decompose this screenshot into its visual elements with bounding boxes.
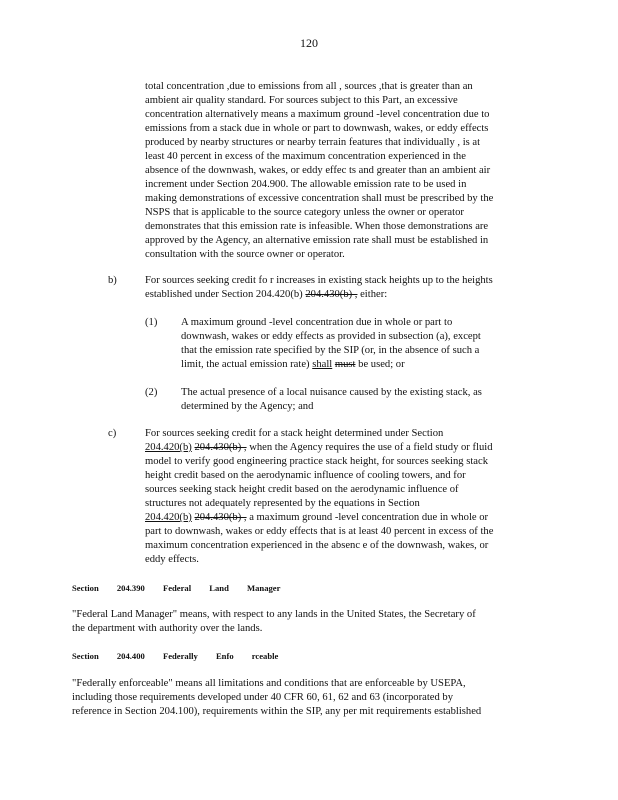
text-line: determined by the Agency; and (181, 401, 314, 412)
text-span: limit, the actual emission rate) (181, 359, 313, 370)
text-line: For sources seeking credit for a stack height determined under Section (145, 428, 444, 439)
text-span: established under Section 204.420(b) (145, 289, 303, 300)
text-line: part to downwash, wakes or eddy effects that is at least 40 percent in excess of the (145, 526, 494, 537)
item-label: b) (108, 275, 117, 286)
text-line: maximum concentration experienced in the absenc e of the downwash, wakes, or (145, 540, 489, 551)
section-heading: Section 204.400 Federally Enfo rceable (72, 651, 279, 661)
text-line: The actual presence of a local nuisance caused by the existing stack, as (181, 387, 482, 398)
text-line: eddy effects. (145, 554, 199, 565)
text-line: "Federal Land Manager" means, with respect to any lands in the United States, the Secretary of (72, 609, 476, 620)
subitem-label: (1) (145, 317, 158, 328)
subitem-label: (2) (145, 387, 158, 398)
text-span: be used; or (355, 359, 405, 370)
text-line: consultation with the source owner or operator. (145, 249, 345, 260)
text-line: absence of the downwash, wakes, or eddy effec ts and greater than an ambient air (145, 165, 491, 176)
text-line: emissions from a stack due in whole or part to downwash, wakes, or eddy effects (145, 123, 489, 134)
text-line: least 40 percent in excess of the maximum concentration experienced in the (145, 151, 466, 162)
text-line: reference in Section 204.100), requirements within the SIP, any per mit requirements established (72, 706, 482, 717)
page-number: 120 (300, 36, 318, 50)
text-line: including those requirements developed under 40 CFR 60, 61, 62 and 63 (incorporated by (72, 692, 454, 703)
text-line (145, 441, 493, 455)
text-line: making demonstrations of excessive concentration shall must be prescribed by the (145, 193, 494, 204)
text-line: the department with authority over the lands. (72, 623, 263, 634)
text-line: For sources seeking credit fo r increases in existing stack heights up to the heights (145, 275, 493, 286)
text-line: A maximum ground -level concentration due in whole or part to (181, 317, 453, 328)
text-line (145, 288, 387, 302)
text-line: ambient air quality standard. For sources subject to this Part, an excessive (145, 95, 458, 106)
item-label: c) (108, 428, 117, 439)
text-line: model to verify good engineering practice stack height, for sources seeking stack (145, 456, 489, 467)
text-line: approved by the Agency, an alternative emission rate shall must be established in (145, 235, 489, 246)
section-heading: Section 204.390 Federal Land Manager (72, 583, 281, 593)
text-line: produced by nearby structures or nearby terrain features that individually , is at (145, 137, 481, 148)
text-span: a maximum ground -level concentration due in whole or (246, 512, 489, 523)
underlined-text: 204.420(b) (145, 442, 192, 453)
text-line: that the emission rate specified by the SIP (or, in the absence of such a (181, 345, 480, 356)
text-span: when the Agency requires the use of a field study or fluid (246, 442, 493, 453)
text-line: demonstrates that this emission rate is infeasible. When those demonstrations are (145, 221, 489, 232)
text-line (181, 358, 405, 372)
text-line: structures not adequately represented by the equations in Section (145, 498, 420, 509)
text-line: concentration alternatively means a maximum ground -level concentration due to (145, 109, 490, 120)
text-line: sources seeking stack height credit based on the aerodynamic influence of (145, 484, 459, 495)
text-line: height credit based on the aerodynamic influence of cooling towers, and for (145, 470, 466, 481)
struck-text: 204.430(b) , (194, 442, 247, 453)
text-line (145, 511, 488, 525)
text-line: NSPS that is applicable to the source category unless the owner or operator (145, 207, 464, 218)
struck-text: 204.430(b) , (194, 512, 247, 523)
struck-text: must (334, 359, 356, 370)
text-span: either: (357, 289, 388, 300)
text-line: increment under Section 204.900. The allowable emission rate to be used in (145, 179, 467, 190)
text-line: "Federally enforceable" means all limitations and conditions that are enforceable by USEPA, (72, 678, 466, 689)
text-line: total concentration ,due to emissions from all , sources ,that is greater than an (145, 81, 473, 92)
text-line: downwash, wakes or eddy effects as provided in subsection (a), except (181, 331, 481, 342)
underlined-text: 204.420(b) (145, 512, 192, 523)
struck-text: 204.430(b) , (305, 289, 358, 300)
underlined-text: shall (312, 359, 333, 370)
